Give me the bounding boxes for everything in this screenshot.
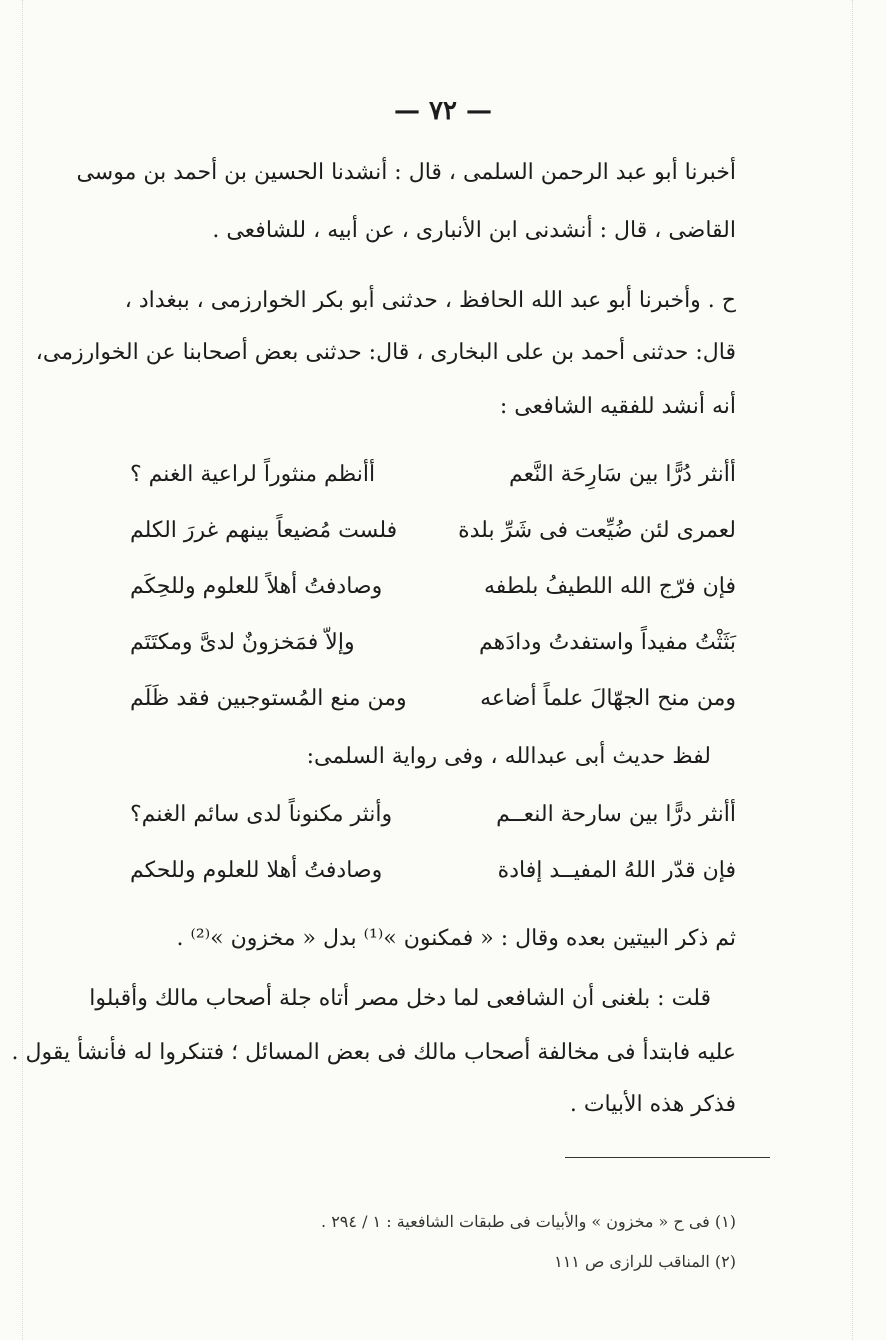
- verse-line: [130, 574, 736, 614]
- footnote-separator: [565, 1157, 770, 1158]
- text-line: القاضى ، قال : أنشدنى ابن الأنبارى ، عن أبيه ، للشافعى .: [212, 218, 736, 243]
- verse-first-hemistich: فإن فرّج الله اللطيفُ بلطفه: [483, 574, 736, 599]
- text-line: فذكر هذه الأبيات .: [569, 1092, 736, 1117]
- verse-first-hemistich: أأنثر دُرًّا بين سَارِحَة النَّعم: [508, 462, 736, 487]
- margin-guide: [22, 0, 24, 1340]
- margin-guide: [852, 0, 854, 1340]
- footnote: (١) فى ح « مخزون » والأبيات فى طبقات الشافعية : ١ / ٢٩٤ .: [321, 1212, 736, 1231]
- verse-second-hemistich: وصادفتُ أهلاً للعلوم وللحِكَم: [130, 574, 383, 599]
- verse-second-hemistich: وصادفتُ أهلا للعلوم وللحكم: [130, 858, 383, 883]
- footnote: (٢) المناقب للرازى ص ١١١: [554, 1252, 736, 1271]
- verse-line: [130, 686, 736, 726]
- verse-line: [130, 802, 736, 842]
- verse-line: [130, 462, 736, 502]
- text-line: أنه أنشد للفقيه الشافعى :: [499, 394, 736, 419]
- verse-line: [130, 858, 736, 898]
- verse-first-hemistich: أأنثر درًّا بين سارحة النعــم: [496, 802, 736, 827]
- text-line: ثم ذكر البيتين بعده وقال : « فمكنون »⁽¹⁾ بدل « مخزون »⁽²⁾ .: [176, 926, 736, 951]
- text-line: قلت : بلغنى أن الشافعى لما دخل مصر أتاه جلة أصحاب مالك وأقبلوا: [89, 986, 711, 1011]
- text-line: قال: حدثنى أحمد بن على البخارى ، قال: حدثنى بعض أصحابنا عن الخوارزمى،: [35, 340, 736, 365]
- verse-line: [130, 518, 736, 558]
- verse-first-hemistich: فإن قدّر اللهُ المفيــد إفادة: [497, 858, 736, 883]
- text-line: أخبرنا أبو عبد الرحمن السلمى ، قال : أنشدنا الحسين بن أحمد بن موسى: [76, 160, 736, 185]
- page-number: — ٧٢ —: [393, 96, 493, 126]
- verse-first-hemistich: لعمرى لئن ضُيِّعت فى شَرِّ بلدة: [458, 518, 736, 543]
- verse-line: [130, 630, 736, 670]
- verse-first-hemistich: ومن منح الجهّالَ علماً أضاعه: [480, 686, 736, 711]
- verse-second-hemistich: وأنثر مكنوناً لدى سائم الغنم؟: [130, 802, 393, 827]
- verse-second-hemistich: فلست مُضيعاً بينهم غررَ الكلم: [130, 518, 398, 543]
- verse-second-hemistich: أأنظم منثوراً لراعية الغنم ؟: [130, 462, 376, 487]
- narration-line: لفظ حديث أبى عبدالله ، وفى رواية السلمى:: [306, 744, 711, 769]
- verse-second-hemistich: وإلاّ فمَخزونٌ لدىَّ ومكتَتَم: [130, 630, 355, 655]
- text-line: عليه فابتدأ فى مخالفة أصحاب مالك فى بعض المسائل ؛ فتنكروا له فأنشأ يقول .: [11, 1040, 736, 1065]
- verse-first-hemistich: بَثَثْتُ مفيداً واستفدتُ ودادَهم: [479, 630, 736, 655]
- text-line: ح . وأخبرنا أبو عبد الله الحافظ ، حدثنى أبو بكر الخوارزمى ، ببغداد ،: [124, 288, 736, 313]
- verse-second-hemistich: ومن منع المُستوجبين فقد ظَلَم: [130, 686, 407, 711]
